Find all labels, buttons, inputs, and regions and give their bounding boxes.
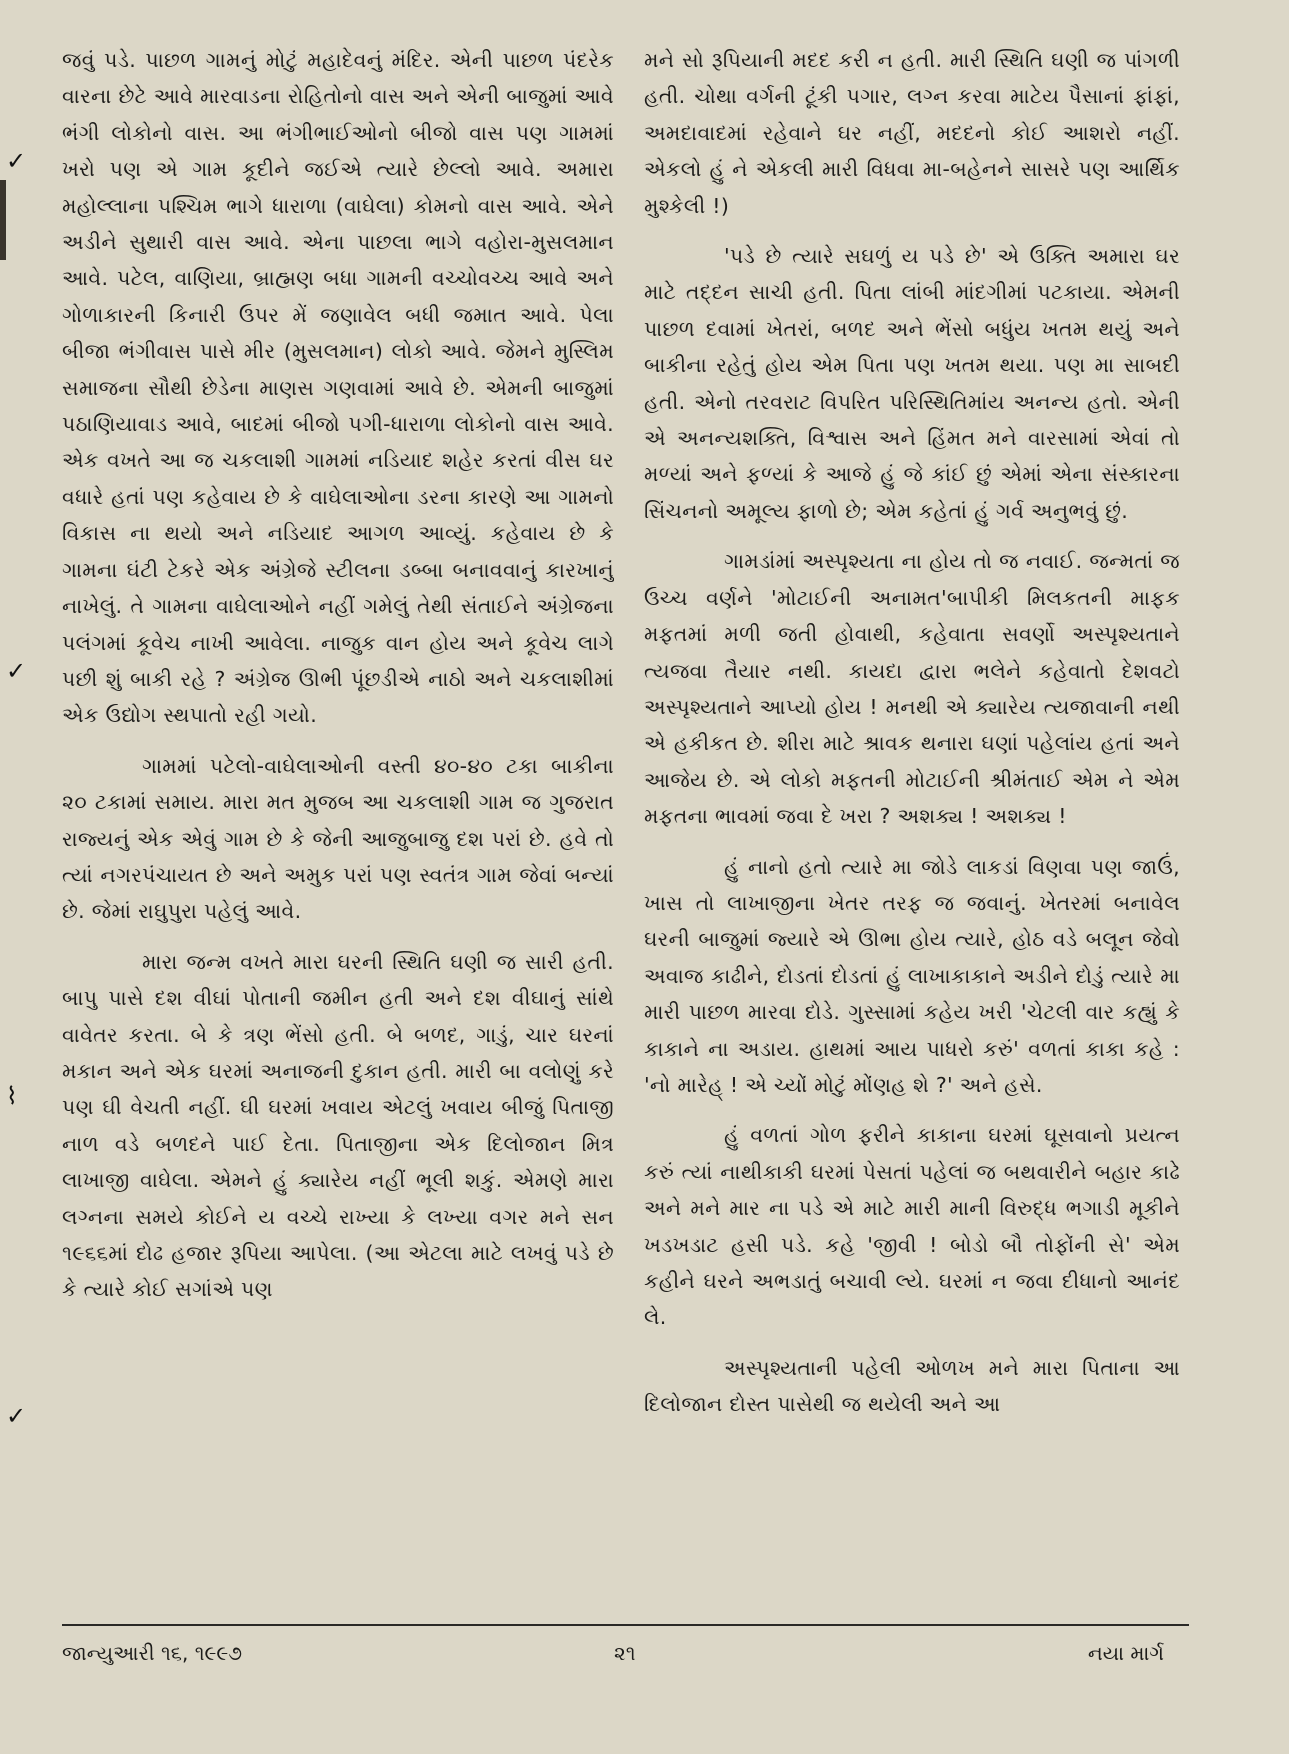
paragraph: હું નાનો હતો ત્યારે મા જોડે લાકડાં વિણવા પણ જાઉં, ખાસ તો લાખાજીના ખેતર તરફ જ જવાનું. ખેતરમાં બનાવેલ ઘરની બાજુમાં જ્યારે એ ઊભા હોય ત્યારે, હોઠ વડે બલૂન જેવો અવાજ કાઢીને, દોડતાં દોડતાં હું લાખાકાકાને અડીને દોડું ત્યારે મા મારી પાછળ મારવા દોડે. ગુસ્સામાં કહેય ખરી 'ચેટલી વાર કહ્યું કે કાકાને ના અડાય. હાથમાં આય પાધરો કરું' વળતાં કાકા કહે : 'નો મારેહ્ ! એ ચ્યોં મોટું મોંણહ શે ?' અને હસે.	[644, 854, 1180, 1097]
footer-page-number: ૨૧	[614, 1641, 636, 1665]
paragraph: મારા જન્મ વખતે મારા ઘરની સ્થિતિ ઘણી જ સારી હતી. બાપુ પાસે દશ વીઘાં પોતાની જમીન હતી અને દશ વીઘાનું સાંથે વાવેતર કરતા. બે કે ત્રણ ભેંસો હતી. બે બળદ, ગાડું, ચાર ઘરનાં મકાન અને એક ઘરમાં અનાજની દુકાન હતી. મારી બા વલોણું કરે પણ ઘી વેચતી નહીં. ઘી ઘરમાં ખવાય એટલું ખવાય બીજું પિતાજી નાળ વડે બળદને પાઈ દેતા. પિતાજીના એક દિલોજાન મિત્ર લાખાજી વાઘેલા. એમને હું ક્યારેય નહીં ભૂલી શકું. એમણે મારા લગ્નના સમયે કોઈને ય વચ્ચે રાખ્યા કે લખ્યા વગર મને સન ૧૯૬૬માં દોઢ હજાર રૂપિયા આપેલા. (આ એટલા માટે લખવું પડે છે કે ત્યારે કોઈ સગાંએ પણ	[62, 949, 614, 1302]
margin-tick-mark: ✓	[6, 657, 27, 685]
footer-publication: નયા માર્ગ	[1087, 1641, 1164, 1665]
paragraph: 'પડે છે ત્યારે સઘળું ય પડે છે' એ ઉક્તિ અમારા ઘર માટે તદ્દન સાચી હતી. પિતા લાંબી માંદગીમાં પટકાયા. એમની પાછળ દવામાં ખેતરાં, બળદ અને ભેંસો બધુંય ખતમ થયું અને બાકીના રહેતું હોય એમ પિતા પણ ખતમ થયા. પણ મા સાબદી હતી. એનો તરવરાટ વિપરિત પરિસ્થિતિમાંય અનન્ય હતો. એની એ અનન્યશક્તિ, વિશ્વાસ અને હિંમત મને વારસામાં એવાં તો મળ્યાં અને ફળ્યાં કે આજે હું જે કાંઈ છું એમાં એના સંસ્કારના સિંચનનો અમૂલ્ય ફાળો છે; એમ કહેતાં હું ગર્વ અનુભવું છું.	[644, 244, 1180, 523]
paragraph: હું વળતાં ગોળ ફરીને કાકાના ઘરમાં ઘૂસવાનો પ્રયત્ન કરું ત્યાં નાથીકાકી ઘરમાં પેસતાં પહેલાં જ બથવારીને બહાર કાઢે અને મને માર ના પડે એ માટે મારી માની વિરુદ્ધ ભગાડી મૂકીને ખડખડાટ હસી પડે. કહે 'જીવી ! બોડો બૌ તોફોંની સે' એમ કહીને ઘરને અભડાતું બચાવી લ્યે. ઘરમાં ન જવા દીધાનો આનંદ લે.	[644, 1123, 1180, 1330]
paragraph: મને સો રૂપિયાની મદદ કરી ન હતી. મારી સ્થિતિ ઘણી જ પાંગળી હતી. ચોથા વર્ગની ટૂંકી પગાર, લગ્ન કરવા માટેય પૈસાનાં ફાંફાં, અમદાવાદમાં રહેવાને ઘર નહીં, મદદનો કોઈ આશરો નહીં. એકલો હું ને એકલી મારી વિધવા મા-બહેનને સાસરે પણ આર્થિક મુશ્કેલી !)	[644, 48, 1180, 218]
paragraph: અસ્પૃશ્યતાની પહેલી ઓળખ મને મારા પિતાના આ દિલોજાન દોસ્ત પાસેથી જ થયેલી અને આ	[644, 1355, 1180, 1417]
margin-tick-mark: ⌇	[6, 1082, 18, 1110]
paragraph: ગામડાંમાં અસ્પૃશ્યતા ના હોય તો જ નવાઈ. જન્મતાં જ ઉચ્ચ વર્ણને 'મોટાઈની અનામત'બાપીકી મિલકતની માફક મફતમાં મળી જતી હોવાથી, કહેવાતા સવર્ણો અસ્પૃશ્યતાને ત્યજવા તૈયાર નથી. કાયદા દ્વારા ભલેને કહેવાતો દેશવટો અસ્પૃશ્યતાને આપ્યો હોય ! મનથી એ ક્યારેય ત્યજાવાની નથી એ હકીકત છે. શીરા માટે શ્રાવક થનારા ઘણાં પહેલાંય હતાં અને આજેય છે. એ લોકો મફતની મોટાઈની શ્રીમંતાઈ એમ ને એમ મફતના ભાવમાં જવા દે ખરા ? અશક્ય ! અશક્ય !	[644, 549, 1180, 829]
paragraph: જવું પડે. પાછળ ગામનું મોટું મહાદેવનું મંદિર. એની પાછળ પંદરેક વારના છેટે આવે મારવાડના રોહિતોનો વાસ અને એની બાજુમાં આવે ભંગી લોકોનો વાસ. આ ભંગીભાઈઓનો બીજો વાસ પણ ગામમાં ખરો પણ એ ગામ કૂદીને જઈએ ત્યારે છેલ્લો આવે. અમારા મહોલ્લાના પશ્ચિમ ભાગે ધારાળા (વાઘેલા) કોમનો વાસ આવે. એને અડીને સુથારી વાસ આવે. એના પાછલા ભાગે વહોરા-મુસલમાન આવે. પટેલ, વાણિયા, બ્રાહ્મણ બધા ગામની વચ્ચોવચ્ચ આવે અને ગોળાકારની કિનારી ઉપર મેં જણાવેલ બધી જમાત આવે. પેલા બીજા ભંગીવાસ પાસે મીર (મુસલમાન) લોકો આવે. જેમને મુસ્લિમ સમાજના સૌથી છેડેના માણસ ગણવામાં આવે છે. એમની બાજુમાં પઠાણિયાવાડ આવે, બાદમાં બીજો પગી-ધારાળા લોકોનો વાસ આવે. એક વખતે આ જ ચકલાશી ગામમાં નડિયાદ શહેર કરતાં વીસ ઘર વધારે હતાં પણ કહેવાય છે કે વાઘેલાઓના ડરના કારણે આ ગામનો વિકાસ ના થયો અને નડિયાદ આગળ આવ્યું. કહેવાય છે કે ગામના ઘંટી ટેકરે એક અંગ્રેજે સ્ટીલના ડબ્બા બનાવવાનું કારખાનું નાખેલું. તે ગામના વાઘેલાઓને નહીં ગમેલું તેથી સંતાઈને અંગ્રેજના પલંગમાં કૂવેચ નાખી આવેલા. નાજુક વાન હોય અને કૂવેચ લાગે પછી શું બાકી રહે ? અંગ્રેજ ઊભી પૂંછડીએ નાઠો અને ચકલાશીમાં એક ઉદ્યોગ સ્થપાતો રહી ગયો.	[62, 48, 614, 728]
footer-date: જાન્યુઆરી ૧૬, ૧૯૯૭	[62, 1641, 243, 1665]
footer-rule	[62, 1624, 1189, 1626]
right-column	[644, 42, 1180, 1612]
margin-tick-mark: ✓	[6, 147, 27, 175]
left-column	[62, 42, 614, 1612]
page-edge-shadow	[0, 180, 6, 260]
paragraph: ગામમાં પટેલો-વાઘેલાઓની વસ્તી ૪૦-૪૦ ટકા બાકીના ૨૦ ટકામાં સમાય. મારા મત મુજબ આ ચકલાશી ગામ જ ગુજરાત રાજ્યનું એક એવું ગામ છે કે જેની આજુબાજુ દશ પરાં છે. હવે તો ત્યાં નગરપંચાયત છે અને અમુક પરાં પણ સ્વતંત્ર ગામ જેવાં બન્યાં છે. જેમાં રાઘુપુરા પહેલું આવે.	[62, 753, 614, 924]
margin-tick-mark: ✓	[6, 1402, 27, 1430]
